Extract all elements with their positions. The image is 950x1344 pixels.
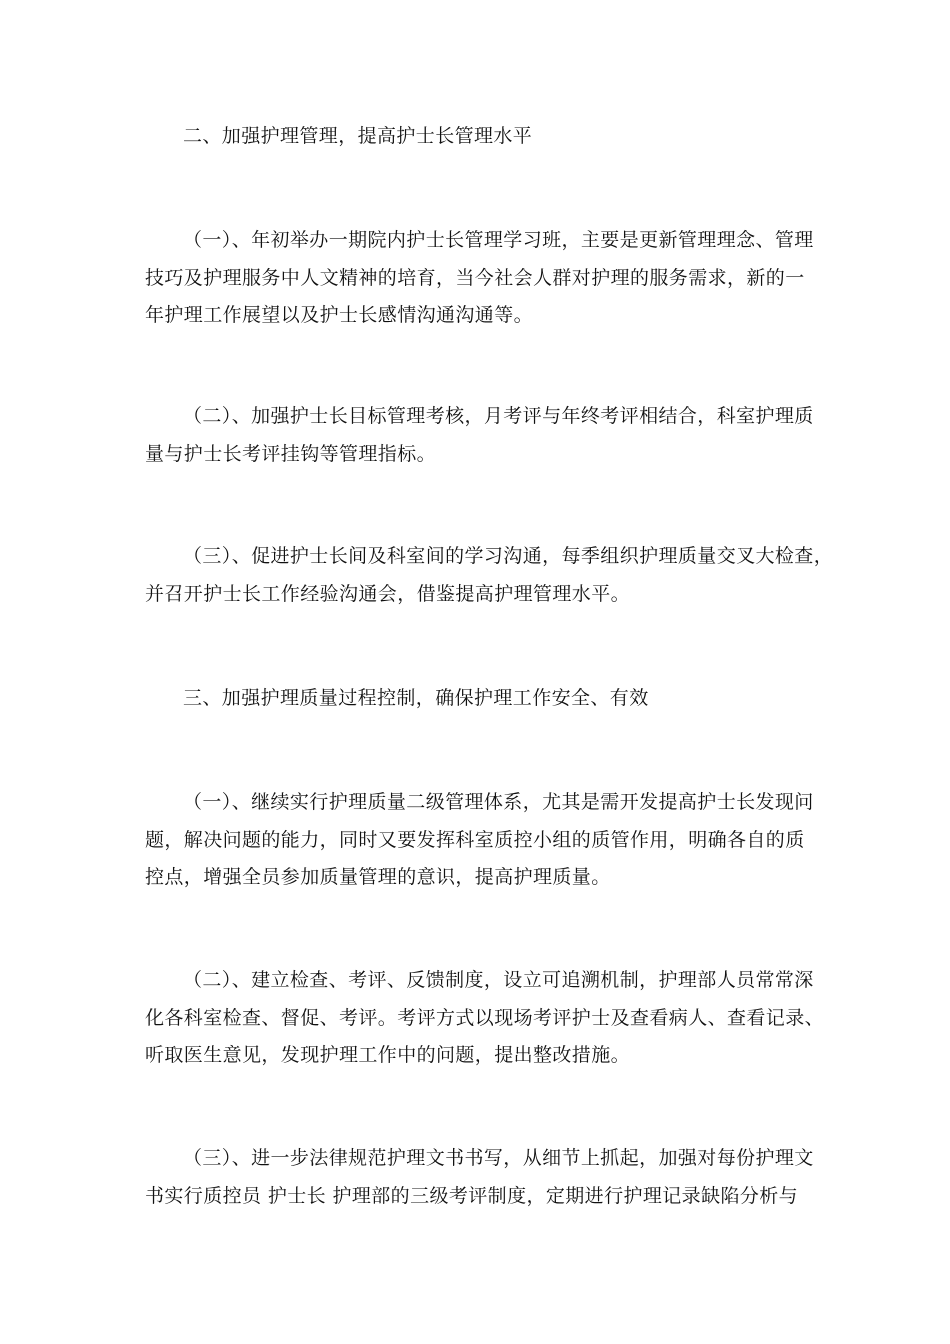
section-heading bbox=[145, 680, 817, 718]
heading-text: 二、加强护理管理，提高护士长管理水平 bbox=[183, 125, 533, 147]
paragraph-line: （三）、进一步法律规范护理文书书写，从细节上抓起，加强对每份护理文 bbox=[183, 1147, 814, 1169]
paragraph bbox=[145, 1140, 817, 1215]
paragraph bbox=[145, 398, 817, 473]
section-heading bbox=[145, 118, 817, 156]
paragraph-line: 年护理工作展望以及护士长感情沟通沟通等。 bbox=[145, 304, 534, 326]
paragraph-line: 题，解决问题的能力，同时又要发挥科室质控小组的质管作用，明确各自的质 bbox=[145, 828, 805, 851]
paragraph-line: （一）、继续实行护理质量二级管理体系，尤其是需开发提高护士长发现问 bbox=[183, 791, 814, 813]
paragraph bbox=[145, 222, 817, 335]
paragraph-line: （二）、加强护士长目标管理考核，月考评与年终考评相结合，科室护理质 bbox=[183, 405, 814, 427]
heading-text: 三、加强护理质量过程控制，确保护理工作安全、有效 bbox=[183, 687, 649, 709]
paragraph-line: 量与护士长考评挂钩等管理指标。 bbox=[145, 442, 437, 465]
paragraph-line: 控点，增强全员参加质量管理的意识，提高护理质量。 bbox=[145, 866, 611, 888]
paragraph-line: 并召开护士长工作经验沟通会，借鉴提高护理管理水平。 bbox=[145, 582, 631, 605]
paragraph bbox=[145, 962, 825, 1075]
paragraph bbox=[145, 784, 817, 897]
paragraph-line: 听取医生意见，发现护理工作中的问题，提出整改措施。 bbox=[145, 1044, 631, 1066]
paragraph-line: 技巧及护理服务中人文精神的培育，当今社会人群对护理的服务需求，新的一 bbox=[145, 266, 805, 289]
paragraph-line: 化各科室检查、督促、考评。考评方式以现场考评护士及查看病人、查看记录、 bbox=[145, 1006, 825, 1029]
paragraph-line: 书实行质控员 护士长 护理部的三级考评制度，定期进行护理记录缺陷分析与 bbox=[145, 1184, 799, 1207]
paragraph-line: （二）、建立检查、考评、反馈制度，设立可追溯机制，护理部人员常常深 bbox=[183, 969, 814, 991]
paragraph-line: （一）、年初举办一期院内护士长管理学习班，主要是更新管理理念、管理 bbox=[183, 229, 814, 251]
paragraph-line: （三）、促进护士长间及科室间的学习沟通，每季组织护理质量交叉大检查， bbox=[183, 545, 834, 567]
paragraph bbox=[145, 538, 834, 613]
